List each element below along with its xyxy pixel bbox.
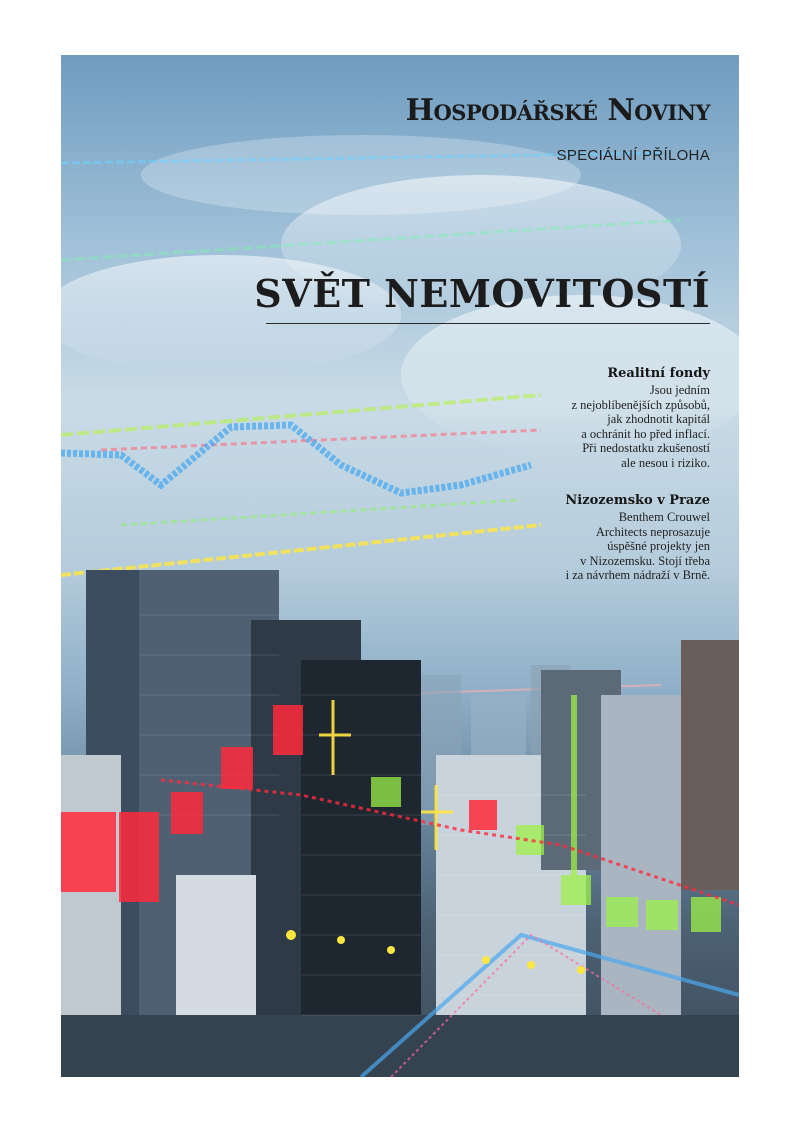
teaser-line: Jsou jedním: [649, 383, 710, 397]
supplement-label: SPECIÁLNÍ PŘÍLOHA: [556, 147, 710, 164]
teaser-line: Architects neprosazuje: [595, 524, 710, 539]
teaser-line: v Nizozemsku. Stojí třeba: [580, 553, 710, 568]
teaser-line: i za návrhem nádraží v Brně.: [565, 568, 710, 582]
teaser-line: jak zhodnotit kapitál: [607, 412, 710, 426]
teaser-text: [530, 510, 710, 583]
headline-divider: [266, 323, 710, 324]
teaser-title: Nizozemsko v Praze: [565, 493, 710, 508]
cover-page: [61, 55, 739, 1077]
teaser-line: a ochránit ho před inflací.: [581, 426, 710, 441]
teaser-line: Při nedostatku zkušeností: [582, 441, 710, 455]
teaser-line: Benthem Crouwel: [618, 510, 710, 524]
page-title: SVĚT NEMOVITOSTÍ: [254, 271, 710, 316]
teaser-nizozemsko-v-praze: [530, 493, 710, 583]
teaser-text: [510, 383, 710, 470]
teaser-realitni-fondy: [510, 366, 710, 470]
teaser-line: ale nesou i riziko.: [621, 455, 710, 470]
teaser-line: z nejoblíbenějších způsobů,: [571, 397, 710, 412]
masthead: Hospodářské Noviny: [405, 93, 710, 128]
teaser-line: úspěšné projekty jen: [607, 539, 710, 553]
teaser-title: Realitní fondy: [607, 366, 710, 381]
